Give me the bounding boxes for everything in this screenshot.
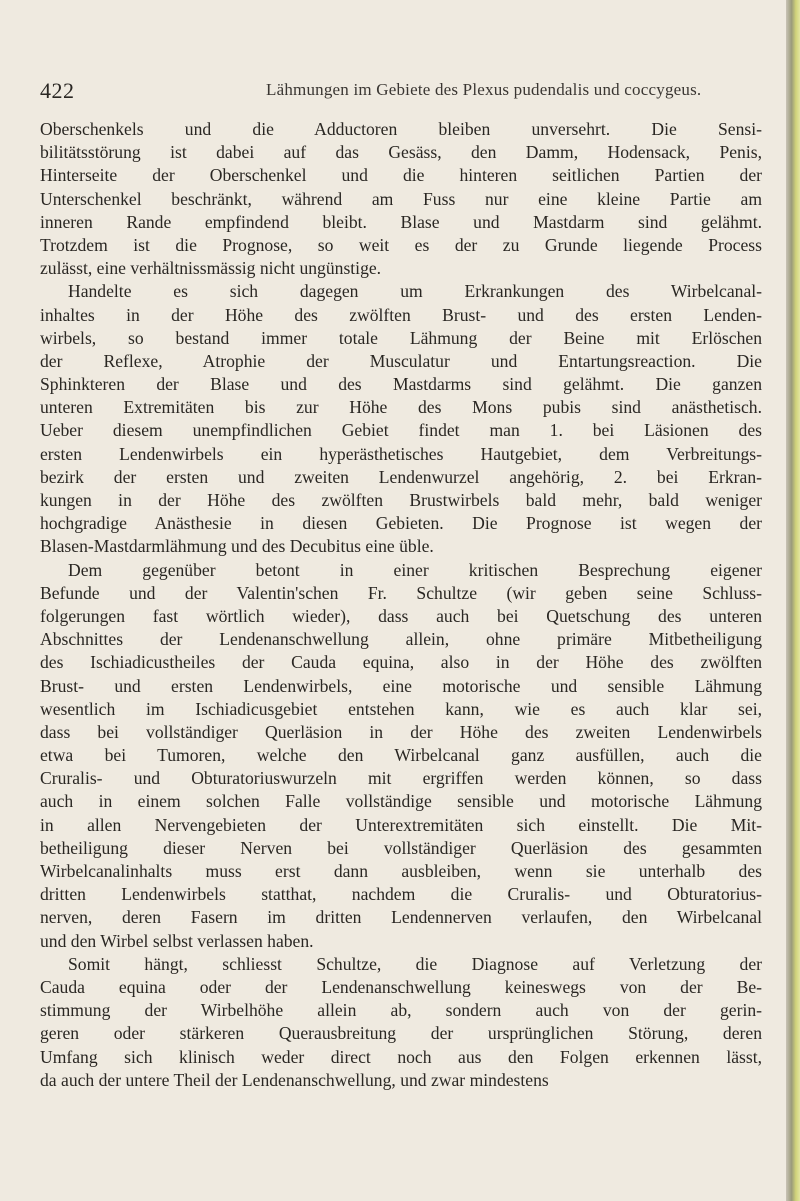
text-line: Unterschenkel beschränkt, während am Fuss nur eine kleine Partie am (40, 188, 762, 209)
text-line: in allen Nervengebieten der Unterextremitäten sich einstellt. Die Mit- (40, 814, 762, 835)
text-line: dass bei vollständiger Querläsion in der Höhe des zweiten Lendenwirbels (40, 721, 762, 742)
text-line: betheiligung dieser Nerven bei vollständiger Querläsion des gesammten (40, 837, 762, 858)
text-line: Handelte es sich dagegen um Erkrankungen des Wirbelcanal- (68, 281, 762, 302)
body-text (40, 118, 762, 1092)
text-line: folgerungen fast wörtlich wieder), dass auch bei Quetschung des unteren (40, 605, 762, 626)
text-line: Blasen-Mastdarmlähmung und des Decubitus eine üble. (40, 536, 434, 557)
running-title: Lähmungen im Gebiete des Plexus pudendalis und coccygeus. (266, 80, 702, 99)
text-line: zulässt, eine verhältnissmässig nicht ungünstige. (40, 258, 382, 279)
text-line: geren oder stärkeren Querausbreitung der ursprünglichen Störung, deren (40, 1023, 762, 1044)
text-line: ersten Lendenwirbels ein hyperästhetisches Hautgebiet, dem Verbreitungs- (40, 443, 762, 464)
page-edge (786, 0, 800, 1201)
text-line: dritten Lendenwirbels statthat, nachdem die Cruralis- und Obturatorius- (40, 884, 762, 905)
text-line: der Reflexe, Atrophie der Musculatur und Entartungsreaction. Die (40, 350, 762, 371)
text-line: Oberschenkels und die Adductoren bleiben unversehrt. Die Sensi- (40, 119, 762, 139)
text-line: bezirk der ersten und zweiten Lendenwurzel angehörig, 2. bei Erkran- (40, 466, 762, 487)
text-line: wirbels, so bestand immer totale Lähmung der Beine mit Erlöschen (40, 327, 762, 348)
text-line: Dem gegenüber betont in einer kritischen Besprechung eigener (68, 559, 762, 580)
text-line: auch in einem solchen Falle vollständige sensible und motorische Lähmung (40, 791, 762, 812)
text-line: Brust- und ersten Lendenwirbels, eine motorische und sensible Lähmung (40, 675, 762, 696)
page-header (40, 78, 762, 104)
text-line: Ueber diesem unempfindlichen Gebiet findet man 1. bei Läsionen des (40, 420, 762, 441)
text-line: wesentlich im Ischiadicusgebiet entstehen kann, wie es auch klar sei, (40, 698, 762, 719)
text-line: Hinterseite der Oberschenkel und die hinteren seitlichen Partien der (40, 165, 762, 186)
text-line: Somit hängt, schliesst Schultze, die Diagnose auf Verletzung der (68, 953, 762, 974)
text-line: Cauda equina oder der Lendenanschwellung keineswegs von der Be- (40, 976, 762, 997)
text-line: inneren Rande empfindend bleibt. Blase und Mastdarm sind gelähmt. (40, 211, 762, 232)
text-line: Umfang sich klinisch weder direct noch aus den Folgen erkennen lässt, (40, 1046, 762, 1067)
text-line: Wirbelcanalinhalts muss erst dann ausbleiben, wenn sie unterhalb des (40, 861, 762, 881)
text-line: bilitätsstörung ist dabei auf das Gesäss, den Damm, Hodensack, Penis, (40, 142, 762, 163)
text-line: Trotzdem ist die Prognose, so weit es der zu Grunde liegende Process (40, 234, 762, 255)
text-line: etwa bei Tumoren, welche den Wirbelcanal ganz ausfüllen, auch die (40, 745, 762, 766)
text-line: des Ischiadicustheiles der Cauda equina, also in der Höhe des zwölften (40, 652, 762, 673)
page-number: 422 (40, 78, 75, 103)
text-line: nerven, deren Fasern im dritten Lendennerven verlaufen, den Wirbelcanal (40, 907, 762, 928)
text-line: inhaltes in der Höhe des zwölften Brust- und des ersten Lenden- (40, 304, 762, 325)
text-line: stimmung der Wirbelhöhe allein ab, sondern auch von der gerin- (40, 1000, 762, 1021)
text-line: und den Wirbel selbst verlassen haben. (40, 930, 314, 951)
text-line: Abschnittes der Lendenanschwellung allein, ohne primäre Mitbetheiligung (40, 629, 762, 650)
text-line: hochgradige Anästhesie in diesen Gebieten. Die Prognose ist wegen der (40, 513, 762, 534)
text-line: unteren Extremitäten bis zur Höhe des Mons pubis sind anästhetisch. (40, 397, 762, 418)
text-line: Sphinkteren der Blase und des Mastdarms sind gelähmt. Die ganzen (40, 374, 762, 395)
text-line: Cruralis- und Obturatoriuswurzeln mit ergriffen werden können, so dass (40, 768, 762, 789)
text-line: kungen in der Höhe des zwölften Brustwirbels bald mehr, bald weniger (40, 490, 762, 510)
text-line: da auch der untere Theil der Lendenanschwellung, und zwar mindestens (40, 1069, 549, 1090)
text-line: Befunde und der Valentin'schen Fr. Schultze (wir geben seine Schluss- (40, 582, 762, 603)
